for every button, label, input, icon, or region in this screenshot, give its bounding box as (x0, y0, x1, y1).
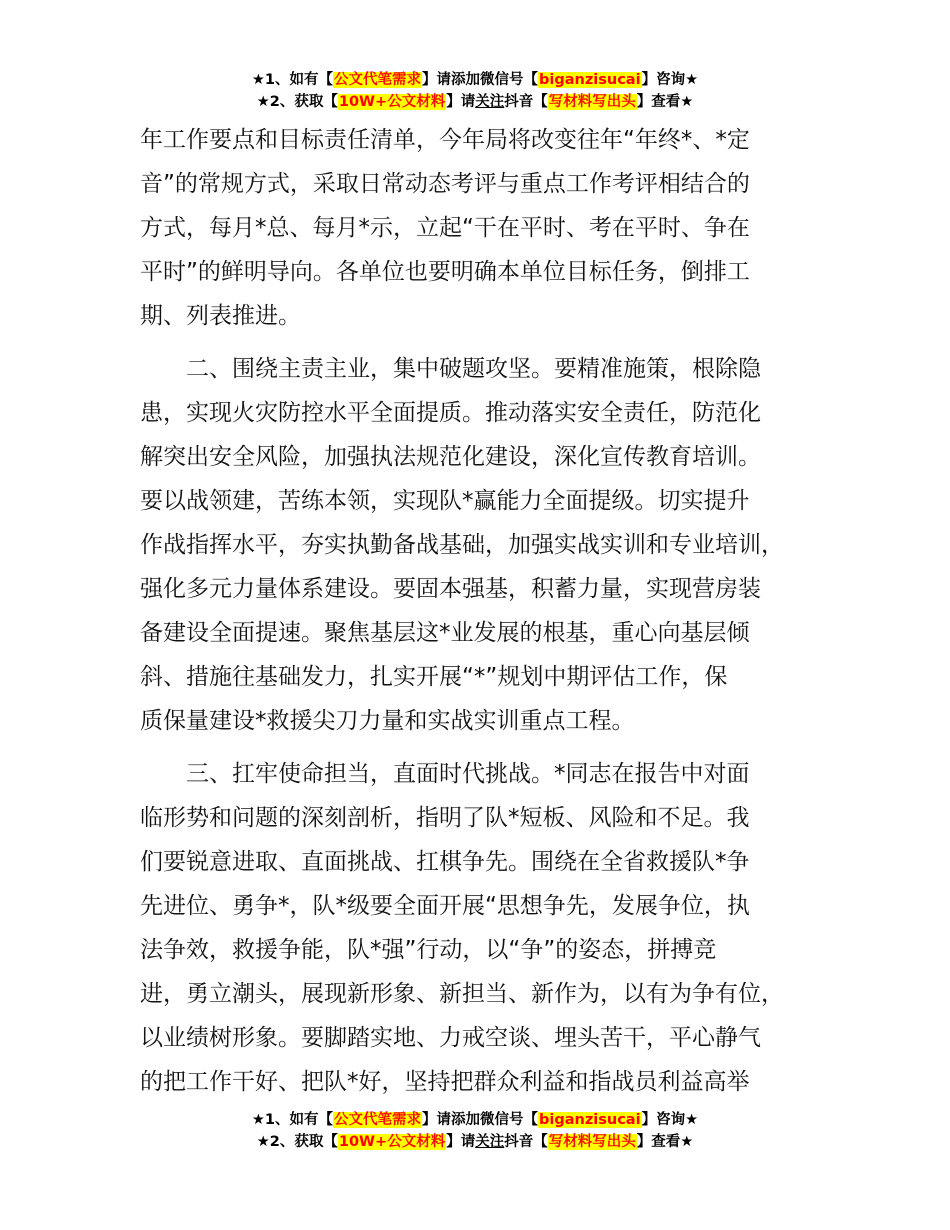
banner-underlined-text: 关注 (475, 1134, 505, 1150)
text-line: 方式，每月*总、每月*示，立起“干在平时、考在平时、争在 (140, 215, 750, 241)
text-line: 二、围绕主责主业，集中破题攻坚。要精准施策，根除隐 (186, 356, 761, 382)
banner-text: 抖音【 (504, 1134, 548, 1150)
text-line: 法争效，救援争能，队*强”行动，以“争”的姿态，拼搏竞 (140, 937, 717, 963)
banner-text: ★2、获取【 (256, 1134, 338, 1150)
text-line: 作战指挥水平，夯实执勤备战基础，加强实战实训和专业培训， (140, 532, 784, 558)
banner-highlight: 公文代笔需求 (334, 72, 422, 88)
banner-highlight-douyin: 写材料写出头 (548, 94, 636, 110)
banner-highlight-douyin: 写材料写出头 (548, 1134, 636, 1150)
banner-text: 】查看★ (636, 1134, 694, 1150)
banner-text: 抖音【 (504, 94, 548, 110)
banner-text: 】请添加微信号【 (422, 1112, 539, 1128)
text-line: 以业绩树形象。要脚踏实地、力戒空谈、埋头苦干，平心静气 (140, 1025, 761, 1051)
text-line: 期、列表推进。 (140, 303, 301, 329)
banner-text: 】请 (446, 1134, 476, 1150)
banner-text: ★2、获取【 (256, 94, 338, 110)
text-line: 们要锐意进取、直面挑战、扛棋争先。围绕在全省救援队*争 (140, 849, 750, 875)
text-line: 年工作要点和目标责任清单，今年局将改变往年“年终*、*定 (140, 127, 750, 153)
banner-highlight-wechat-id: biganzisucai (539, 72, 641, 88)
banner-highlight: 10W+公文材料 (338, 94, 446, 110)
text-line: 斜、措施往基础发力，扎实开展“*”规划中期评估工作，保 (140, 664, 728, 690)
banner-line-1 (0, 69, 950, 91)
banner-highlight-wechat-id: biganzisucai (539, 1112, 641, 1128)
text-line: 患，实现火灾防控水平全面提质。推动落实安全责任，防范化 (140, 400, 761, 426)
banner-line-2 (0, 1131, 950, 1153)
banner-underlined-text: 关注 (475, 94, 505, 110)
text-line: 解突出安全风险，加强执法规范化建设，深化宣传教育培训。 (140, 444, 761, 470)
bottom-banner (0, 1109, 950, 1153)
document-body (140, 118, 830, 1104)
text-line: 先进位、勇争*，队*级要全面开展“思想争先，发展争位，执 (140, 893, 750, 919)
banner-text: 】查看★ (636, 94, 694, 110)
banner-text: ★1、如有【 (251, 72, 334, 88)
text-line: 三、扛牢使命担当，直面时代挑战。*同志在报告中对面 (186, 761, 750, 787)
banner-highlight: 公文代笔需求 (334, 1112, 422, 1128)
paragraph-1 (140, 118, 830, 338)
banner-text: 】咨询★ (641, 72, 699, 88)
banner-line-2 (0, 91, 950, 113)
text-line: 要以战领建，苦练本领，实现队*赢能力全面提级。切实提升 (140, 488, 750, 514)
banner-line-1 (0, 1109, 950, 1131)
banner-highlight: 10W+公文材料 (338, 1134, 446, 1150)
paragraph-2 (140, 347, 830, 743)
text-line: 进，勇立潮头，展现新形象、新担当、新作为，以有为争有位， (140, 981, 784, 1007)
text-line: 平时”的鲜明导向。各单位也要明确本单位目标任务，倒排工 (140, 259, 750, 285)
text-line: 强化多元力量体系建设。要固本强基，积蓄力量，实现营房装 (140, 576, 761, 602)
text-line: 质保量建设*救援尖刀力量和实战实训重点工程。 (140, 708, 635, 734)
banner-text: 】请添加微信号【 (422, 72, 539, 88)
text-line: 备建设全面提速。聚焦基层这*业发展的根基，重心向基层倾 (140, 620, 750, 646)
banner-text: 】请 (446, 94, 476, 110)
text-line: 音”的常规方式，采取日常动态考评与重点工作考评相结合的 (140, 171, 750, 197)
text-line: 临形势和问题的深刻剖析，指明了队*短板、风险和不足。我 (140, 805, 750, 831)
text-line: 的把工作干好、把队*好，坚持把群众利益和指战员利益高举 (140, 1069, 750, 1095)
paragraph-3 (140, 752, 830, 1104)
banner-text: 】咨询★ (641, 1112, 699, 1128)
top-banner (0, 69, 950, 113)
banner-text: ★1、如有【 (251, 1112, 334, 1128)
